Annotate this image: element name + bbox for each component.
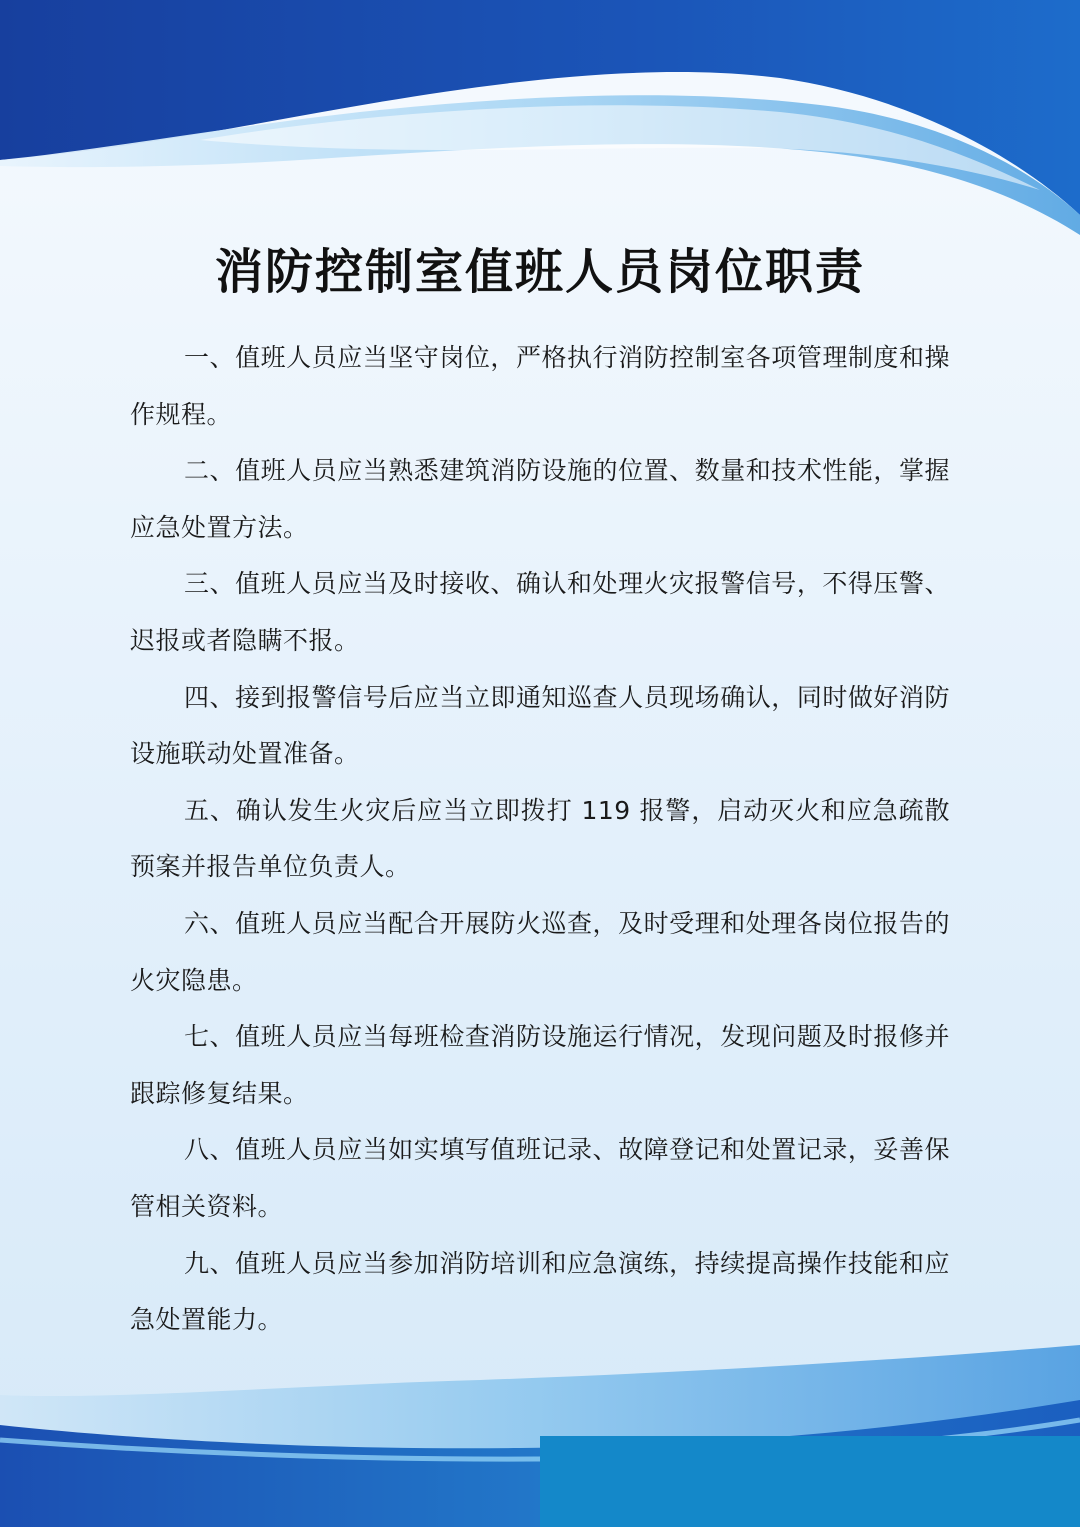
page-title: 消防控制室值班人员岗位职责 [214,244,865,300]
list-item: 八、值班人员应当如实填写值班记录、故障登记和处置记录，妥善保管相关资料。 [130,1135,950,1221]
list-item: 二、值班人员应当熟悉建筑消防设施的位置、数量和技术性能，掌握应急处置方法。 [130,456,950,542]
corner-block [540,1436,1080,1527]
list-item: 六、值班人员应当配合开展防火巡查，及时受理和处理各岗位报告的火灾隐患。 [130,908,950,995]
list-item: 九、值班人员应当参加消防培训和应急演练，持续提高操作技能和应急处置能力。 [130,1248,950,1335]
list-item: 七、值班人员应当每班检查消防设施运行情况，发现问题及时报修并跟踪修复结果。 [130,1022,950,1108]
list-item: 一、值班人员应当坚守岗位，严格执行消防控制室各项管理制度和操作规程。 [130,343,950,429]
duty-list [130,330,950,1349]
list-item: 五、确认发生火灾后应当立即拨打 119 报警，启动灭火和应急疏散预案并报告单位负责人。 [130,795,950,882]
list-item: 四、接到报警信号后应当立即通知巡查人员现场确认，同时做好消防设施联动处置准备。 [130,682,950,769]
list-item: 三、值班人员应当及时接收、确认和处理火灾报警信号，不得压警、迟报或者隐瞒不报。 [130,569,950,655]
